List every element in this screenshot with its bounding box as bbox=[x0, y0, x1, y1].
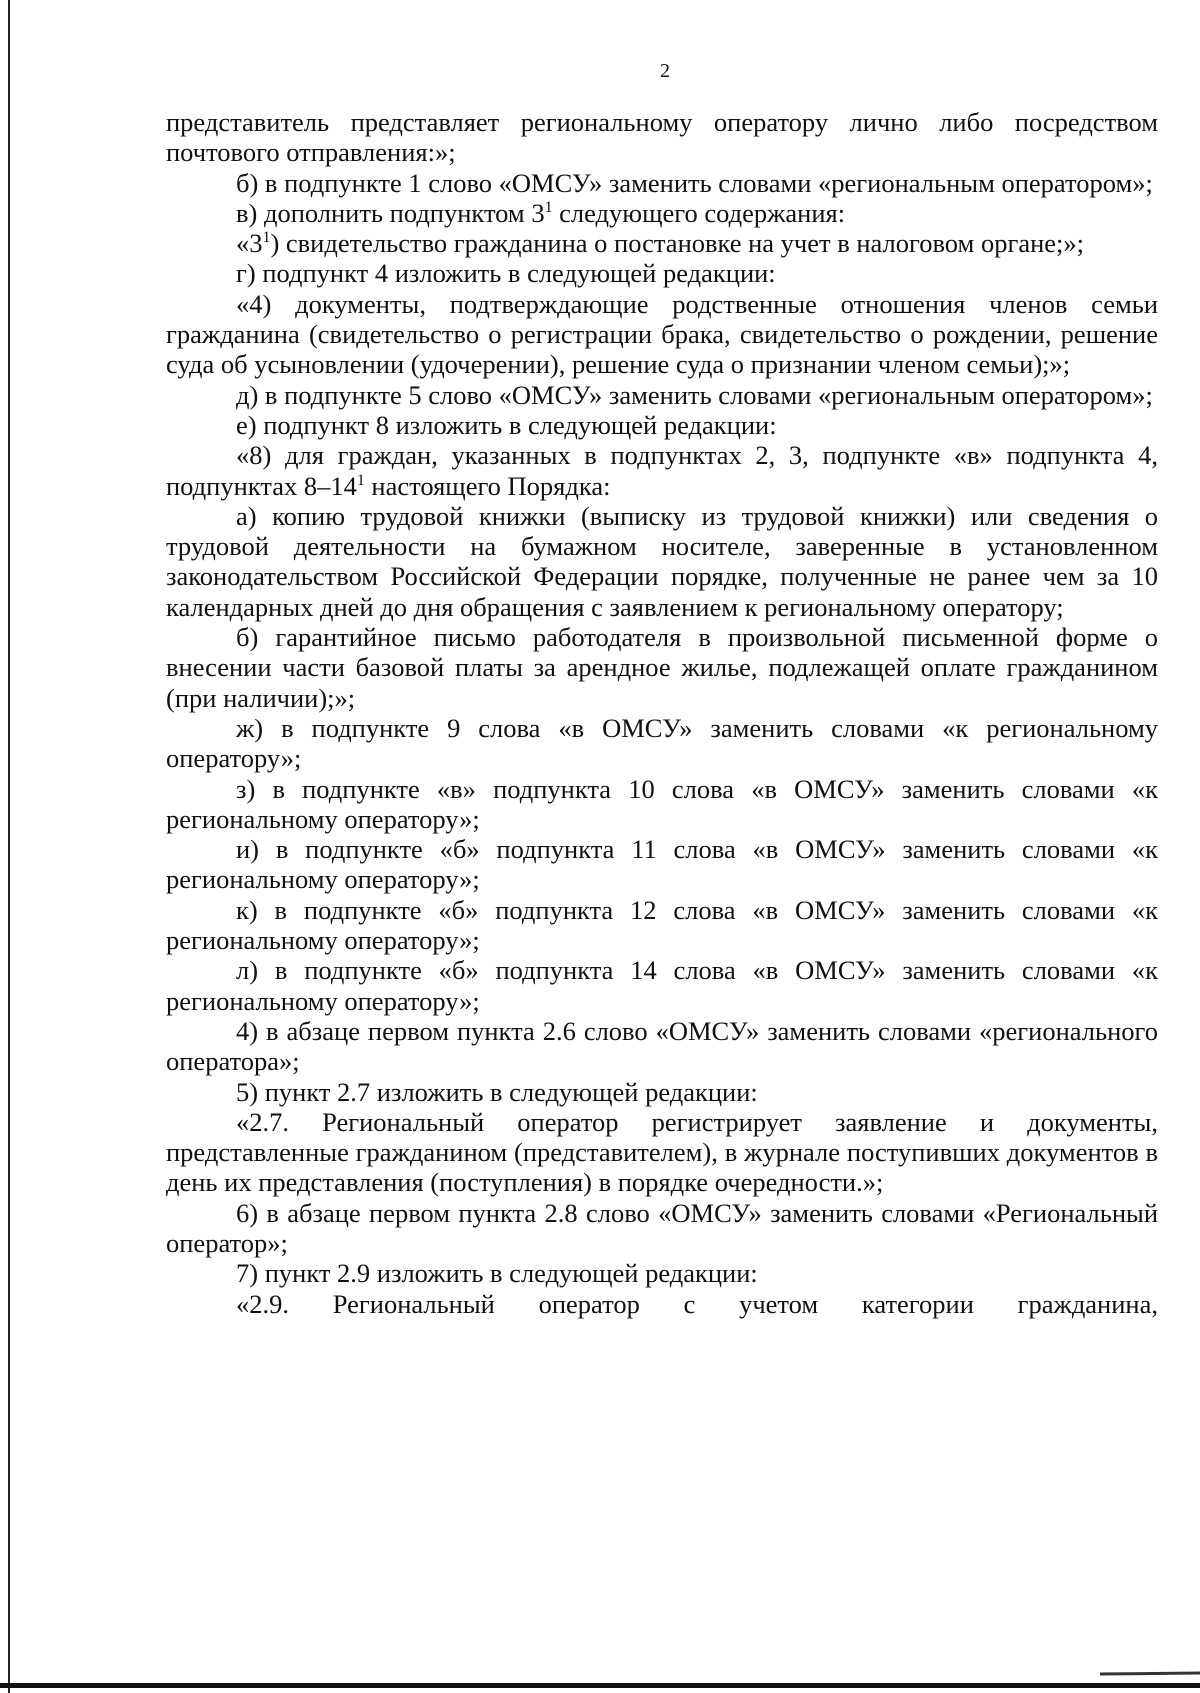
paragraph-21: 7) пункт 2.9 изложить в следующей редакции: bbox=[236, 1258, 758, 1289]
paragraph-4 bbox=[166, 228, 1158, 258]
scan-edge-bottom bbox=[0, 1683, 1200, 1688]
paragraph-text-start: в) дополнить подпунктом 3 bbox=[236, 197, 545, 228]
paragraph-16: л) в подпункте «б» подпункта 14 слова «в ОМСУ» заменить словами «к региональному оператору»; bbox=[166, 955, 1158, 1016]
paragraph-13: з) в подпункте «в» подпункта 10 слова «в ОМСУ» заменить словами «к региональному оператору»; bbox=[166, 773, 1158, 834]
paragraph-text-end: ) свидетельство гражданина о постановке на учет в налоговом органе;»; bbox=[270, 228, 1084, 259]
scan-edge-left bbox=[8, 0, 10, 1693]
superscript-index: 1 bbox=[262, 229, 271, 247]
paragraph-15: к) в подпункте «б» подпункта 12 слова «в ОМСУ» заменить словами «к региональному оператору»; bbox=[166, 894, 1158, 956]
paragraph-14: и) в подпункте «б» подпункта 11 слова «в ОМСУ» заменить словами «к региональному оператору»; bbox=[166, 834, 1158, 895]
paragraph-5: г) подпункт 4 изложить в следующей редакции: bbox=[236, 258, 776, 289]
paragraph-17: 4) в абзаце первом пункта 2.6 слово «ОМСУ» заменить словами «регионального оператора»; bbox=[166, 1015, 1158, 1077]
paragraph-10: а) копию трудовой книжки (выписку из трудовой книжки) или сведения о трудовой деятельности на бумажном носителе, заверенные в установленном законодательством Российской Федерации порядке, полученные не ранее чем за 10 календарных дней до дня обращения с заявлением к региональному оператору; bbox=[166, 500, 1158, 622]
paragraph-6: «4) документы, подтверждающие родственные отношения членов семьи гражданина (свидетельство о регистрации брака, свидетельство о рождении, решение суда об усыновлении (удочерении), решение суда о признании членом семьи);»; bbox=[166, 288, 1158, 380]
paragraph-22: «2.9. Региональный оператор с учетом категории гражданина, bbox=[236, 1288, 1158, 1319]
document-body bbox=[166, 107, 1158, 1319]
scan-edge-bottom-right bbox=[1100, 1671, 1200, 1675]
paragraph-18: 5) пункт 2.7 изложить в следующей редакции: bbox=[236, 1076, 758, 1107]
page-number: 2 bbox=[660, 60, 670, 82]
paragraph-text-end: настоящего Порядка: bbox=[364, 470, 611, 501]
paragraph-text-start: «3 bbox=[236, 228, 263, 259]
paragraph-11: б) гарантийное письмо работодателя в произвольной письменной форме о внесении части базовой платы за арендное жилье, подлежащей оплате гражданином (при наличии);»; bbox=[166, 622, 1158, 713]
paragraph-2: б) в подпункте 1 слово «ОМСУ» заменить словами «региональным оператором»; bbox=[236, 167, 1153, 198]
superscript-index: 1 bbox=[356, 471, 365, 489]
paragraph-1: представитель представляет региональному оператору лично либо посредством почтового отправления:»; bbox=[166, 107, 1158, 168]
paragraph-3 bbox=[166, 198, 1158, 228]
paragraph-19: «2.7. Региональный оператор регистрирует заявление и документы, представленные гражданином (представителем), в журнале поступивших документов в день их представления (поступления) в порядке очередности.»; bbox=[166, 1106, 1158, 1198]
paragraph-8: е) подпункт 8 изложить в следующей редакции: bbox=[236, 409, 777, 440]
paragraph-20: 6) в абзаце первом пункта 2.8 слово «ОМСУ» заменить словами «Региональный оператор»; bbox=[166, 1197, 1158, 1258]
paragraph-9 bbox=[166, 440, 1158, 501]
paragraph-7: д) в подпункте 5 слово «ОМСУ» заменить словами «региональным оператором»; bbox=[236, 379, 1153, 410]
paragraph-12: ж) в подпункте 9 слова «в ОМСУ» заменить словами «к региональному оператору»; bbox=[166, 712, 1158, 774]
paragraph-text-end: следующего содержания: bbox=[552, 197, 846, 228]
paragraph-text-start: «8) для граждан, указанных в подпунктах 2, 3, подпункте «в» подпункта 4, подпунктах 8–14 bbox=[166, 440, 1158, 501]
superscript-index: 1 bbox=[544, 199, 553, 217]
